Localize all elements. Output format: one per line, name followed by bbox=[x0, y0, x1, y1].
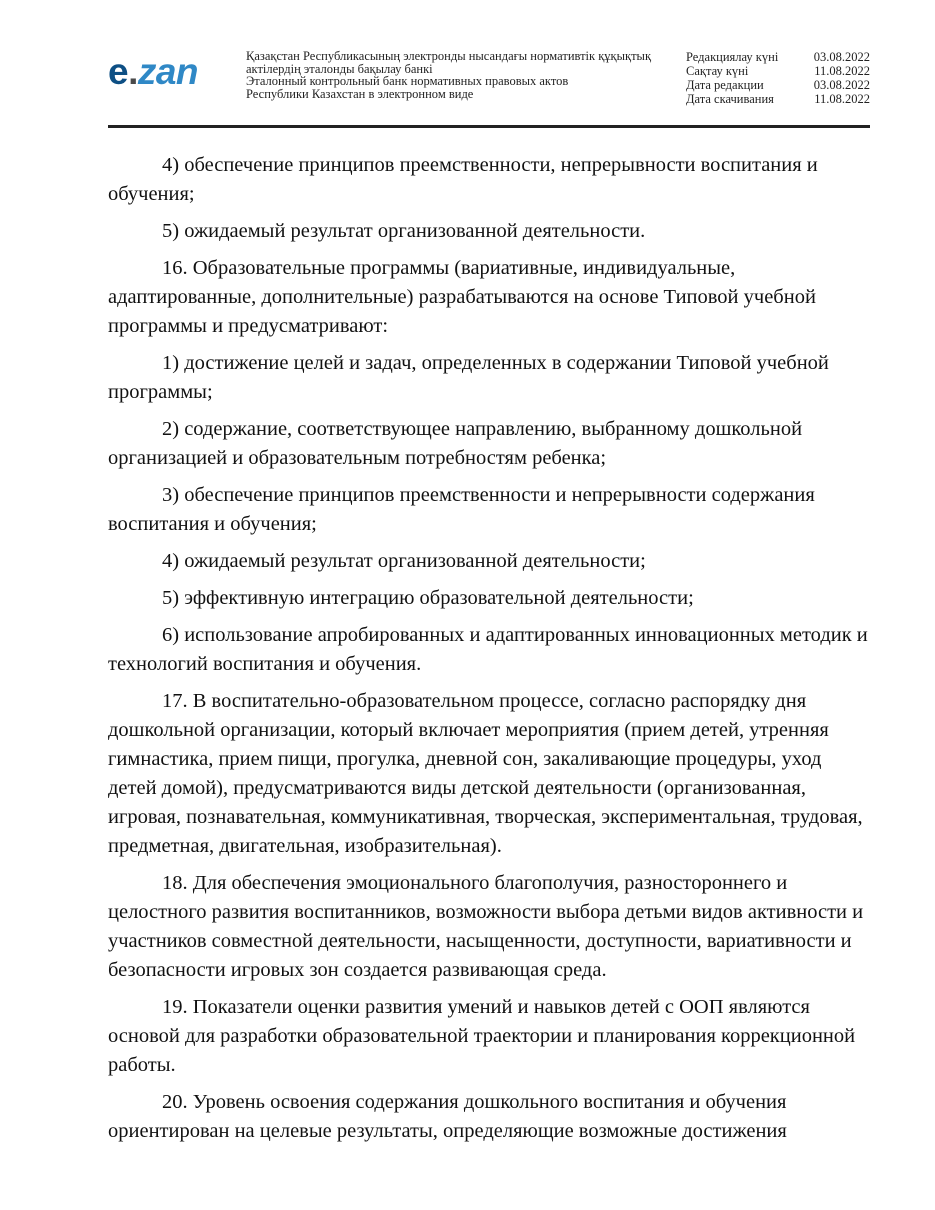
meta-row-edit-date-kz bbox=[686, 50, 870, 64]
header-divider bbox=[108, 125, 870, 128]
paragraph: 4) обеспечение принципов преемственности, непрерывности воспитания и обучения; bbox=[108, 154, 818, 205]
meta-value: 11.08.2022 bbox=[814, 92, 870, 106]
meta-row-download-date bbox=[686, 92, 870, 106]
paragraph: 2) содержание, соответствующее направлению, выбранному дошкольной организацией и образовательным потребностям ребенка; bbox=[108, 418, 803, 469]
meta-value: 03.08.2022 bbox=[813, 78, 870, 92]
paragraph: 4) ожидаемый результат организованной деятельности; bbox=[162, 550, 646, 572]
paragraph: 20. Уровень освоения содержания дошкольного воспитания и обучения ориентирован на целевые результаты, определяющие возможные достижения bbox=[108, 1091, 787, 1142]
document-body bbox=[108, 151, 868, 1154]
meta-value: 11.08.2022 bbox=[814, 64, 870, 78]
paragraph: 16. Образовательные программы (вариативные, индивидуальные, адаптированные, дополнительные) разрабатываются на основе Типовой учебной программы и предусматривают: bbox=[108, 257, 816, 337]
meta-label: Дата редакции bbox=[686, 78, 764, 92]
meta-label: Дата скачивания bbox=[686, 92, 774, 106]
paragraph: 17. В воспитательно-образовательном процессе, согласно распорядку дня дошкольной организации, который включает мероприятия (прием детей, утренняя гимнастика, прием пищи, прогулка, дневной сон, закаливающие процедуры, уход детей домой), предусматриваются виды детской деятельности (организованная, игровая, познавательная, коммуникативная, творческая, экспериментальная, трудовая, предметная, двигательная, изобразительная). bbox=[108, 690, 863, 857]
description-line: Қазақстан Республикасының электронды нысандағы нормативтік құқықтық bbox=[246, 49, 652, 63]
meta-label: Сақтау күні bbox=[686, 64, 749, 78]
paragraph: 5) эффективную интеграцию образовательной деятельности; bbox=[162, 587, 694, 609]
document-header bbox=[108, 42, 870, 126]
meta-label: Редакциялау күні bbox=[686, 50, 779, 64]
description-line: актілердің эталонды бақылау банкі bbox=[246, 61, 433, 76]
paragraph: 3) обеспечение принципов преемственности и непрерывности содержания воспитания и обучения; bbox=[108, 484, 815, 535]
paragraph: 18. Для обеспечения эмоционального благополучия, разностороннего и целостного развития воспитанников, возможности выбора детьми видов активности и участников совместной деятельности, насыщенности, доступности, вариативности и безопасности игровых зон создается развивающая среда. bbox=[108, 872, 864, 981]
logo-zan: zan bbox=[137, 51, 199, 92]
paragraph: 5) ожидаемый результат организованной деятельности. bbox=[162, 220, 646, 242]
meta-row-edit-date-ru bbox=[686, 78, 870, 92]
bank-description bbox=[246, 50, 666, 100]
meta-row-save-date-kz bbox=[686, 64, 870, 78]
paragraph: 1) достижение целей и задач, определенных в содержании Типовой учебной программы; bbox=[108, 352, 829, 403]
logo-dot: . bbox=[128, 51, 138, 92]
paragraph: 19. Показатели оценки развития умений и навыков детей с ООП являются основой для разработки образовательной траектории и планирования коррекционной работы. bbox=[108, 996, 856, 1076]
document-dates bbox=[686, 50, 870, 106]
meta-value: 03.08.2022 bbox=[813, 50, 870, 64]
description-line: Эталонный контрольный банк нормативных правовых актов bbox=[246, 74, 569, 88]
logo-e: e bbox=[108, 51, 129, 92]
ezan-logo[interactable] bbox=[108, 52, 198, 92]
paragraph: 6) использование апробированных и адаптированных инновационных методик и технологий воспитания и обучения. bbox=[108, 624, 868, 675]
description-line: Республики Казахстан в электронном виде bbox=[246, 86, 474, 101]
